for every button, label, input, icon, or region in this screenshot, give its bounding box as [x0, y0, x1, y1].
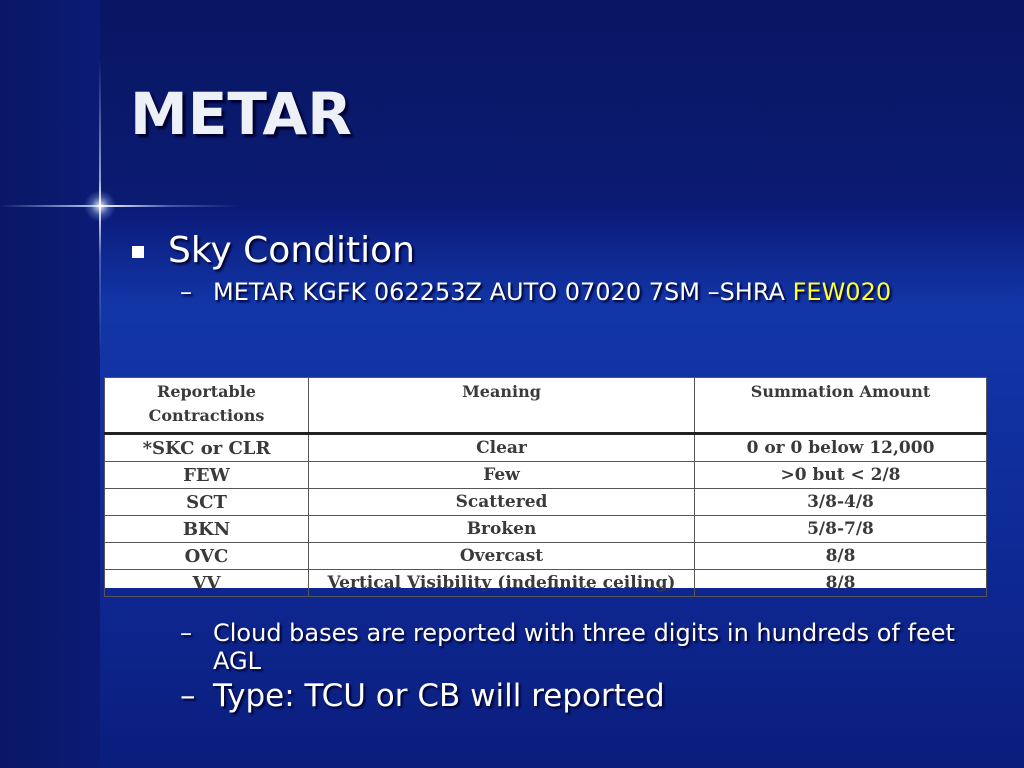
- sub-bullet-type: [180, 678, 665, 714]
- type-text: Type: TCU or CB will reported: [213, 678, 665, 714]
- cell-contraction: OVC: [105, 543, 309, 570]
- cell-contraction: SCT: [105, 489, 309, 516]
- metar-example-text: [213, 278, 891, 306]
- dash-bullet-icon: –: [180, 678, 196, 714]
- cell-summation: 5/8-7/8: [695, 516, 987, 543]
- cell-summation: >0 but < 2/8: [695, 462, 987, 489]
- table-row: [105, 570, 987, 597]
- cell-meaning: Vertical Visibility (indefinite ceiling): [309, 570, 695, 597]
- table-row: [105, 543, 987, 570]
- sub-bullet-cloud-bases: [180, 619, 960, 675]
- header-meaning-text: Meaning: [462, 382, 541, 401]
- cloud-bases-text: Cloud bases are reported with three digits in hundreds of feet AGL: [213, 619, 955, 675]
- header-contractions: [105, 378, 309, 434]
- cell-meaning: Few: [309, 462, 695, 489]
- header-summation: [695, 378, 987, 434]
- header-meaning: [309, 378, 695, 434]
- light-flare-icon: [84, 190, 116, 222]
- table-row: [105, 462, 987, 489]
- cell-summation: 8/8: [695, 570, 987, 597]
- metar-example-highlight: FEW020: [792, 278, 892, 306]
- cell-meaning: Broken: [309, 516, 695, 543]
- cell-contraction: FEW: [105, 462, 309, 489]
- cell-summation: 8/8: [695, 543, 987, 570]
- table-row: [105, 434, 987, 462]
- header-summation-text: Summation Amount: [750, 382, 931, 401]
- cell-contraction: BKN: [105, 516, 309, 543]
- cell-summation: 3/8-4/8: [695, 489, 987, 516]
- cell-summation: 0 or 0 below 12,000: [695, 434, 987, 462]
- table-header-row: [105, 378, 987, 434]
- dash-bullet-icon: –: [180, 278, 192, 306]
- bullet-sky-condition: [132, 230, 415, 271]
- dash-bullet-icon: –: [180, 619, 192, 647]
- cell-contraction: VV: [105, 570, 309, 597]
- sub-bullet-metar-example: [180, 278, 891, 306]
- sky-condition-table: [104, 377, 986, 594]
- cell-meaning: Overcast: [309, 543, 695, 570]
- square-bullet-icon: [132, 246, 144, 258]
- cell-meaning: Scattered: [309, 489, 695, 516]
- cell-meaning: Clear: [309, 434, 695, 462]
- bullet-text: Sky Condition: [168, 230, 415, 271]
- header-contractions-line2: Contractions: [148, 406, 265, 425]
- cell-contraction: *SKC or CLR: [105, 434, 309, 462]
- slide-title: METAR: [130, 80, 352, 148]
- metar-example-prefix: METAR KGFK 062253Z AUTO 07020 7SM –SHRA: [213, 278, 793, 306]
- light-flare-horizontal: [0, 205, 240, 207]
- background-left-band: [0, 0, 100, 768]
- table-row: [105, 516, 987, 543]
- table-row: [105, 489, 987, 516]
- header-contractions-line1: Reportable: [157, 382, 256, 401]
